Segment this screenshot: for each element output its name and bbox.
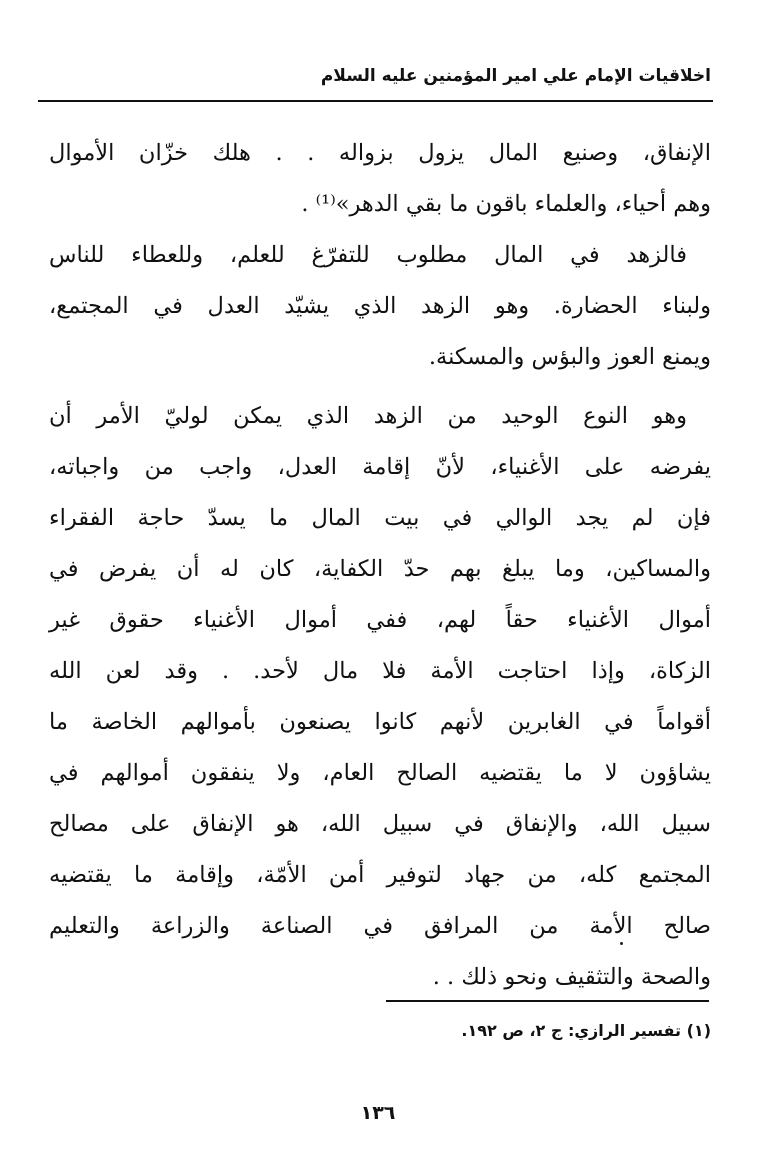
text-line: والمساكين، وما يبلغ بهم حدّ الكفاية، كان له أن يفرض في [49, 556, 711, 582]
text-line: يفرضه على الأغنياء، لأنّ إقامة العدل، واجب من واجباته، [49, 454, 711, 480]
text-line: الزكاة، وإذا احتاجت الأمة فلا مال لأحد. . وقد لعن الله [49, 658, 711, 684]
page-number: ١٣٦ [360, 1102, 396, 1124]
stray-mark [620, 942, 623, 945]
text-line: أموال الأغنياء حقاً لهم، ففي أموال الأغنياء حقوق غير [49, 607, 711, 633]
text-line: وهم أحياء، والعلماء باقون ما بقي الدهر»⁽¹⁾ . [301, 191, 711, 217]
footnote: (١) تفسير الرازي: ج ٢، ص ١٩٢. [461, 1021, 711, 1040]
text-line: يشاؤون لا ما يقتضيه الصالح العام، ولا ينفقون أموالهم في [49, 760, 711, 786]
text-line: فإن لم يجد الوالي في بيت المال ما يسدّ حاجة الفقراء [49, 505, 711, 531]
text-line: ولبناء الحضارة. وهو الزهد الذي يشيّد العدل في المجتمع، [49, 293, 711, 319]
footnote-rule [386, 1000, 709, 1002]
text-line: ويمنع العوز والبؤس والمسكنة. [428, 344, 711, 370]
text-line: صالح الأمة من المرافق في الصناعة والزراعة والتعليم [49, 913, 711, 939]
text-line: فالزهد في المال مطلوب للتفرّغ للعلم، وللعطاء للناس [49, 242, 687, 268]
body-text [49, 128, 711, 1003]
text-line: أقواماً في الغابرين لأنهم كانوا يصنعون بأموالهم الخاصة ما [49, 709, 711, 735]
text-line: وهو النوع الوحيد من الزهد الذي يمكن لوليّ الأمر أن [49, 403, 687, 429]
text-line: والصحة والتثقيف ونحو ذلك . . [432, 964, 711, 990]
text-line: الإنفاق، وصنيع المال يزول بزواله . . هلك خزّان الأموال [49, 140, 711, 166]
running-header: اخلاقيات الإمام علي امير المؤمنين عليه السلام [320, 66, 711, 86]
header-rule [38, 100, 713, 102]
text-line: المجتمع كله، من جهاد لتوفير أمن الأمّة، وإقامة ما يقتضيه [49, 862, 711, 888]
text-line: سبيل الله، والإنفاق في سبيل الله، هو الإنفاق على مصالح [49, 811, 711, 837]
